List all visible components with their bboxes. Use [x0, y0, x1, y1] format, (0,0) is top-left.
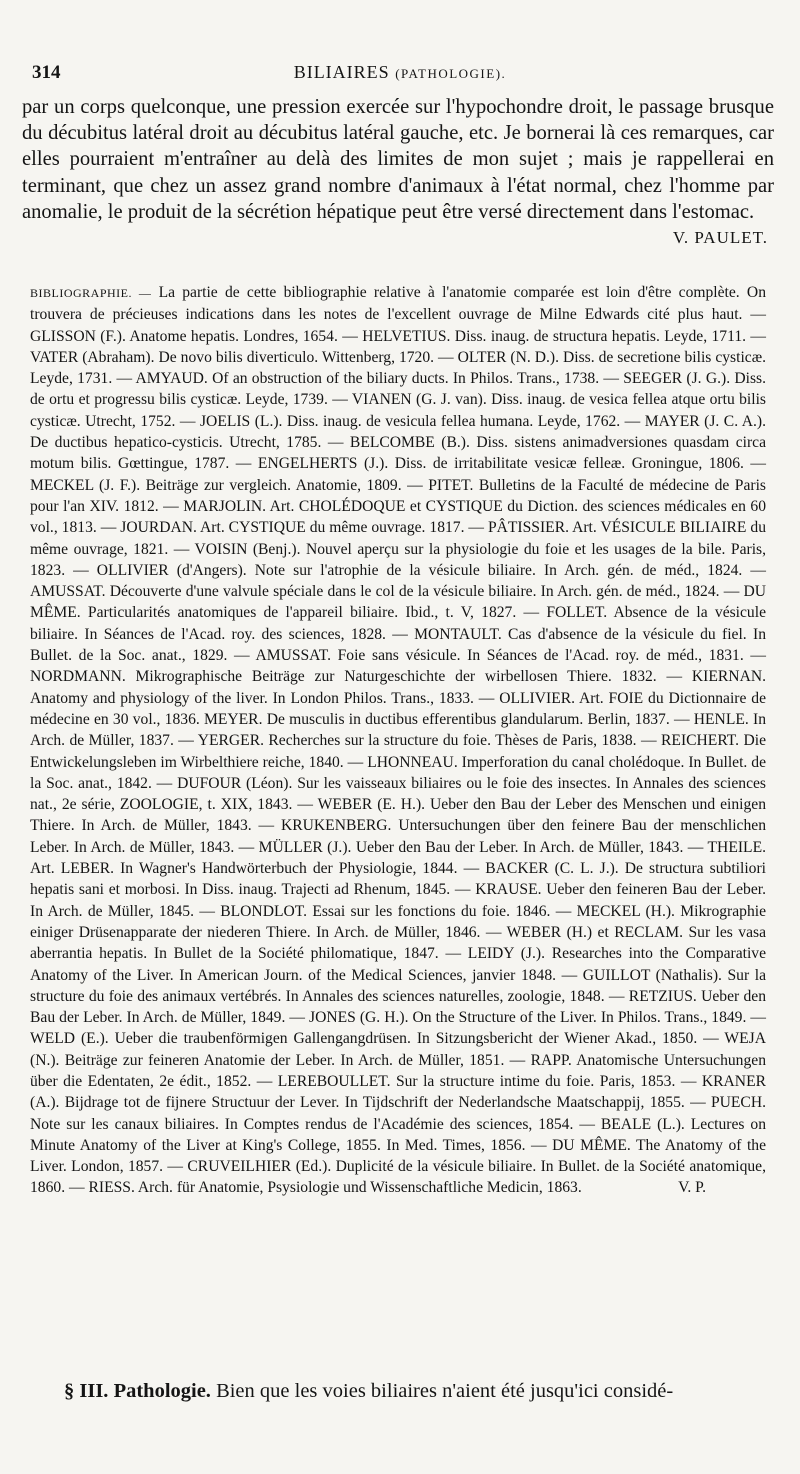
running-title-sub: (PATHOLOGIE).: [395, 66, 507, 81]
page-number: 314: [32, 62, 61, 83]
author-signature: V. PAULET.: [672, 228, 768, 248]
body-paragraph-text: par un corps quelconque, une pression exercée sur l'hypochondre droit, le passage brusque du décubitus latéral droit au décubitus latéral gauche, etc. Je bornerai là ces remarques, car elles pourraient m'entraîner au delà des limites de mon sujet ; mais je rappellerai en terminant, que chez un assez grand nombre d'animaux à l'état normal, chez l'homme par anomalie, le produit de la sécrétion hépatique peut être versé directement dans l'estomac.: [22, 96, 774, 223]
section-number: § III.: [64, 1380, 109, 1402]
bibliography-heading: BIBLIOGRAPHIE. —: [30, 286, 152, 300]
body-paragraph: [22, 94, 774, 251]
bibliography: [30, 282, 766, 1199]
running-title: [30, 62, 770, 83]
bibliography-text: La partie de cette bibliographie relative à l'anatomie comparée est loin d'être complète. On trouvera de précieuses indications dans les notes de l'excellent ouvrage de Milne Edwards cité plus haut. — GLISSON (F.). Anatome hepatis. Londres, 1654. — HELVETIUS. Diss. inaug. de structura hepatis. Leyde, 1711. — VATER (Abraham). De novo bilis diverticulo. Wittenberg, 1720. — OLTER (N. D.). Diss. de secretione bilis cysticæ. Leyde, 1731. — AMYAUD. Of an obstruction of the biliary ducts. In Philos. Trans., 1738. — SEEGER (J. G.). Diss. de ortu et progressu bilis cysticæ. Leyde, 1739. — VIANEN (G. J. van). Diss. inaug. de vesica fellea atque ortu bilis cysticæ. Utrecht, 1752. — JOELIS (L.). Diss. inaug. de vesicula fellea humana. Leyde, 1762. — MAYER (J. C. A.). De ductibus hepatico-cysticis. Utrecht, 1785. — BELCOMBE (B.). Diss. sistens animadversiones quasdam circa motum bilis. Gœttingue, 1787. — ENGELHERTS (J.). Diss. de irritabilitate vesicæ felleæ. Groningue, 1806. — MECKEL (J. F.). Beiträge zur vergleich. Anatomie, 1809. — PITET. Bulletins de la Faculté de médecine de Paris pour l'an XIV. 1812. — MARJOLIN. Art. CHOLÉDOQUE et CYSTIQUE du Diction. des sciences médicales en 60 vol., 1813. — JOURDAN. Art. CYSTIQUE du même ouvrage. 1817. — PÂTISSIER. Art. VÉSICULE BILIAIRE du même ouvrage, 1821. — VOISIN (Benj.). Nouvel aperçu sur la physiologie du foie et les usages de la bile. Paris, 1823. — OLLIVIER (d'Angers). Note sur l'atrophie de la vésicule biliaire. In Arch. gén. de méd., 1824. — AMUSSAT. Découverte d'une valvule spéciale dans le col de la vésicule biliaire. In Arch. gén. de méd., 1824. — DU MÊME. Particularités anatomiques de l'appareil biliaire. Ibid., t. V, 1827. — FOLLET. Absence de la vésicule biliaire. In Séances de l'Acad. roy. des sciences, 1828. — MONTAULT. Cas d'absence de la vésicule du fiel. In Bullet. de la Soc. anat., 1829. — AMUSSAT. Foie sans vésicule. In Séances de l'Acad. roy. de méd., 1831. — NORDMANN. Mikrographische Beiträge zur Naturgeschichte der wirbellosen Thiere. 1832. — KIERNAN. Anatomy and physiology of the liver. In London Philos. Trans., 1833. — OLLIVIER. Art. FOIE du Dictionnaire de médecine en 30 vol., 1836. MEYER. De musculis in ductibus efferentibus glandularum. Berlin, 1837. — HENLE. In Arch. de Müller, 1837. — YERGER. Recherches sur la structure du foie. Thèses de Paris, 1838. — REICHERT. Die Entwickelungsleben im Wirbelthiere reiche, 1840. — LHONNEAU. Imperforation du canal cholédoque. In Bullet. de la Soc. anat., 1842. — DUFOUR (Léon). Sur les vaisseaux biliaires ou le foie des insectes. In Annales des sciences nat., 2e série, ZOOLOGIE, t. XIX, 1843. — WEBER (E. H.). Ueber den Bau der Leber des Menschen und einigen Thiere. In Arch. de Müller, 1843. — KRUKENBERG. Untersuchungen über den feinere Bau der menschlichen Leber. In Arch. de Müller, 1843. — MÜLLER (J.). Ueber den Bau der Leber. In Arch. de Müller, 1843. — THEILE. Art. LEBER. In Wagner's Handwörterbuch der Physiologie, 1844. — BACKER (C. L. J.). De structura subtiliori hepatis sani et morbosi. In Diss. inaug. Trajecti ad Rhenum, 1845. — KRAUSE. Ueber den feineren Bau der Leber. In Arch. de Müller, 1845. — BLONDLOT. Essai sur les fonctions du foie. 1846. — MECKEL (H.). Mikrographie einiger Drüsenapparate der niederen Thiere. In Arch. de Müller, 1846. — WEBER (H.) et RECLAM. Sur les vasa aberrantia hepatis. In Bullet de la Société philomatique, 1847. — LEIDY (J.). Researches into the Comparative Anatomy of the Liver. In American Journ. of the Medical Sciences, janvier 1848. — GUILLOT (Nathalis). Sur la structure du foie des animaux vertébrés. In Annales des sciences naturelles, zoologie, 1848. — RETZIUS. Ueber den Bau der Leber. In Arch. de Müller, 1849. — JONES (G. H.). On the Structure of the Liver. In Philos. Trans., 1849. — WELD (E.). Ueber die traubenförmigen Gallengangdrüsen. In Sitzungsbericht der Wiener Akad., 1850. — WEJA (N.). Beiträge zur feineren Anatomie der Leber. In Arch. de Müller, 1851. — RAPP. Anatomische Untersuchungen über die Edentaten, 2e édit., 1852. — LEREBOULLET. Sur la structure intime du foie. Paris, 1853. — KRANER (A.). Bijdrage tot de fijnere Structuur der Lever. In Tijdschrift der Nederlandsche Maatschappij, 1855. — PUECH. Note sur les canaux biliaires. In Comptes rendus de l'Académie des sciences, 1854. — BEALE (L.). Lectures on Minute Anatomy of the Liver at King's College, 1855. In Med. Times, 1856. — DU MÊME. The Anatomy of the Liver. London, 1857. — CRUVEILHIER (Ed.). Duplicité de la vésicule biliaire. In Bullet. de la Société anatomique, 1860. — RIESS. Arch. für Anatomie, Psysiologie und Wissenschaftliche Medicin, 1863.: [30, 284, 766, 1197]
section-title: Pathologie.: [113, 1380, 211, 1402]
section-heading-line: [64, 1380, 774, 1403]
section-text: Bien que les voies biliaires n'aient été jusqu'ici considé-: [216, 1380, 674, 1402]
running-header: [30, 62, 770, 88]
running-title-main: BILIAIRES: [293, 62, 390, 82]
bibliography-signature: V. P.: [678, 1179, 706, 1197]
